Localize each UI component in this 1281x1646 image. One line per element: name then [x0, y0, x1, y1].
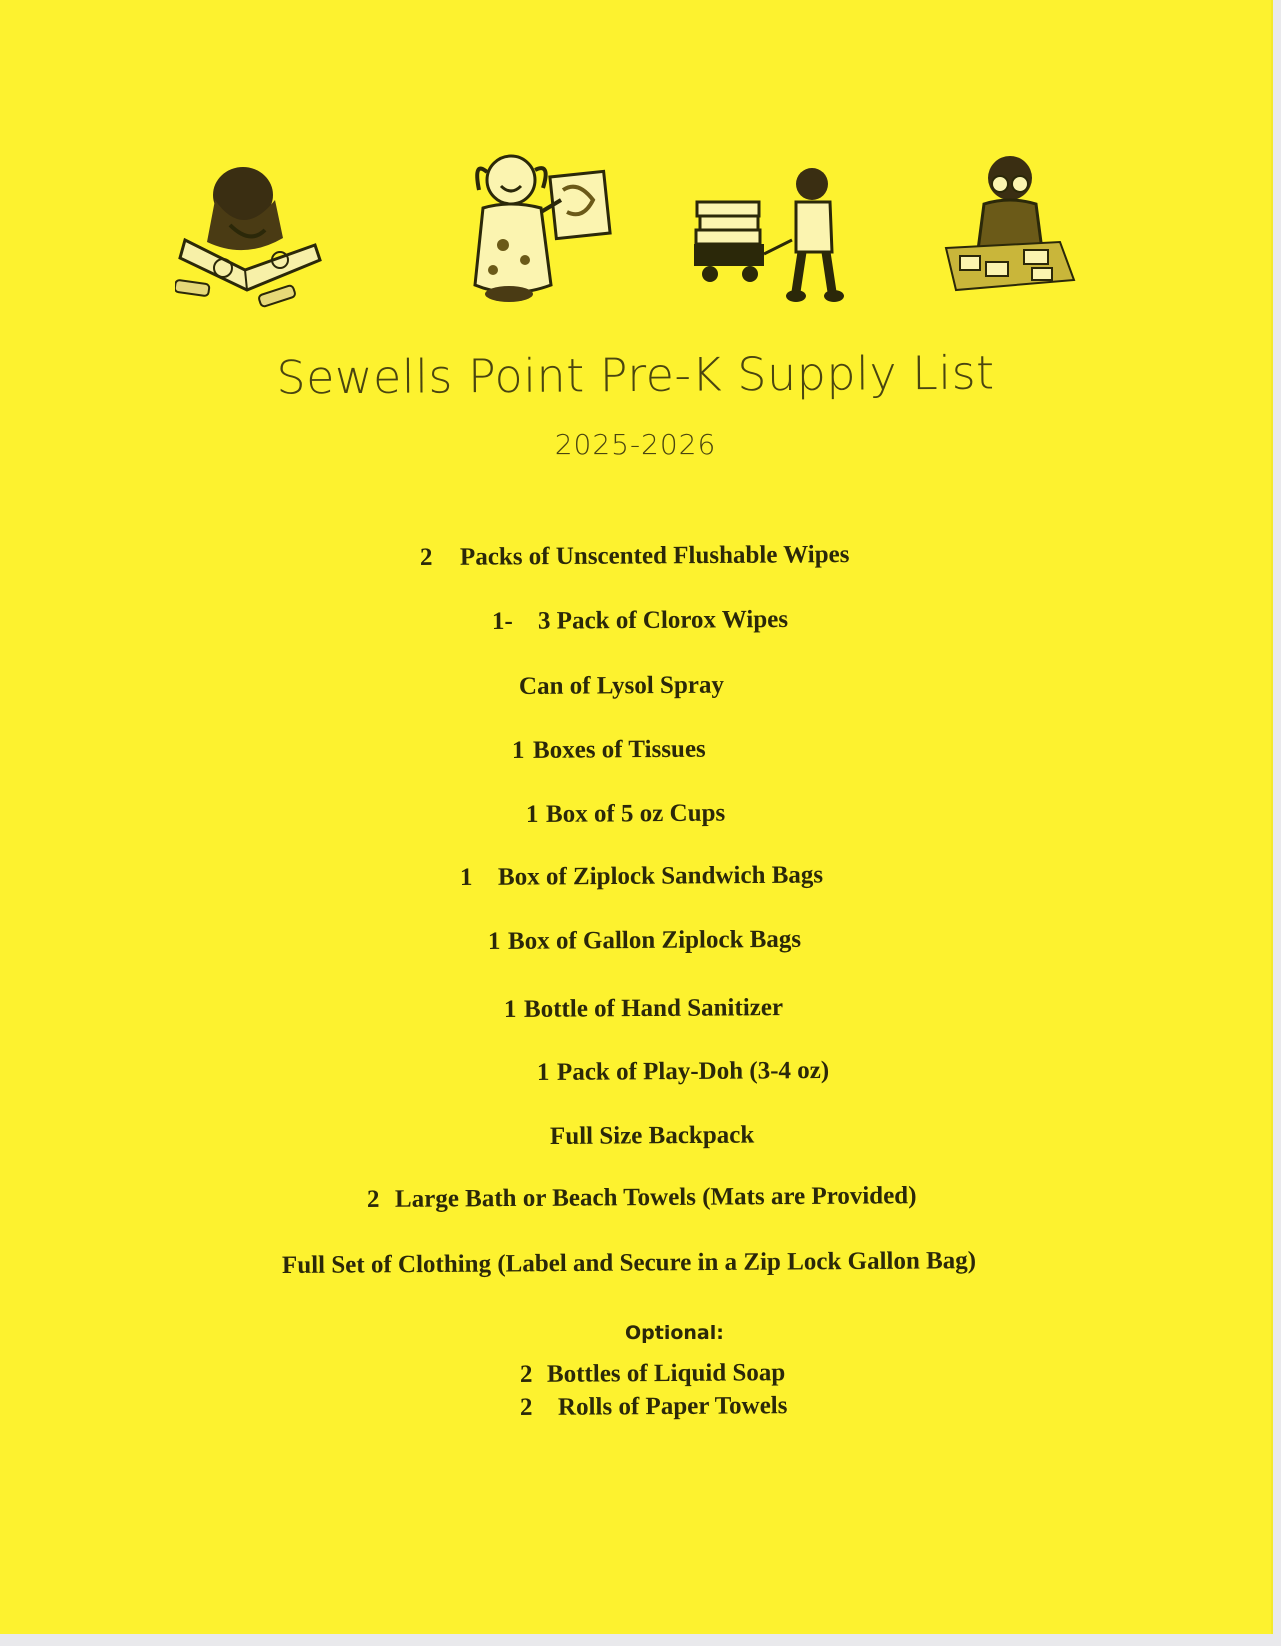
item-text: Box of 5 oz Cups	[545, 799, 726, 828]
list-item	[282, 1247, 976, 1280]
list-item	[526, 800, 725, 829]
optional-label: Optional:	[625, 1322, 724, 1344]
item-quantity: 1-	[491, 607, 513, 635]
item-quantity: 2	[419, 543, 433, 571]
list-item	[460, 861, 823, 892]
list-item	[367, 1182, 917, 1214]
item-quantity: 2	[366, 1185, 380, 1213]
item-text: Packs of Unscented Flushable Wipes	[459, 541, 850, 571]
item-text: Bottle of Hand Sanitizer	[523, 994, 784, 1023]
boy-puzzle-icon	[940, 150, 1080, 300]
child-coloring-icon	[175, 150, 330, 320]
item-text: 3 Pack of Clorox Wipes	[537, 605, 789, 635]
girl-painting-icon	[463, 150, 623, 310]
list-item	[512, 736, 706, 765]
list-item	[550, 1122, 754, 1151]
item-text: Rolls of Paper Towels	[557, 1392, 788, 1421]
item-quantity: 1	[503, 995, 517, 1023]
optional-item	[520, 1392, 788, 1422]
list-item	[488, 926, 801, 956]
item-quantity: 2	[519, 1393, 533, 1421]
item-text: Large Bath or Beach Towels (Mats are Provided)	[394, 1182, 917, 1213]
item-text: Pack of Play-Doh (3-4 oz)	[556, 1056, 830, 1086]
item-text: Boxes of Tissues	[532, 735, 706, 764]
page-title: Sewells Point Pre-K Supply List	[276, 345, 995, 405]
item-quantity: 1	[525, 800, 539, 828]
list-item	[492, 606, 788, 636]
item-text: Full Size Backpack	[549, 1121, 755, 1150]
item-quantity: 2	[519, 1360, 533, 1388]
optional-item	[520, 1359, 785, 1389]
item-quantity: 1	[536, 1058, 550, 1086]
list-item	[420, 541, 850, 572]
school-year: 2025-2026	[554, 428, 717, 461]
item-text: Bottles of Liquid Soap	[546, 1359, 786, 1388]
boy-pulling-wagon-icon	[692, 162, 852, 312]
item-quantity: 1	[487, 927, 501, 955]
item-text: Full Set of Clothing (Label and Secure in a Zip Lock Gallon Bag)	[281, 1247, 977, 1279]
list-item	[504, 994, 783, 1024]
item-quantity: 1	[459, 863, 473, 891]
item-text: Box of Gallon Ziplock Bags	[507, 925, 802, 955]
item-quantity: 1	[511, 736, 525, 764]
list-item	[537, 1057, 829, 1087]
clipart-row	[0, 150, 1271, 320]
item-text: Can of Lysol Spray	[518, 671, 725, 700]
list-item	[519, 672, 724, 701]
item-text: Box of Ziplock Sandwich Bags	[497, 861, 824, 891]
